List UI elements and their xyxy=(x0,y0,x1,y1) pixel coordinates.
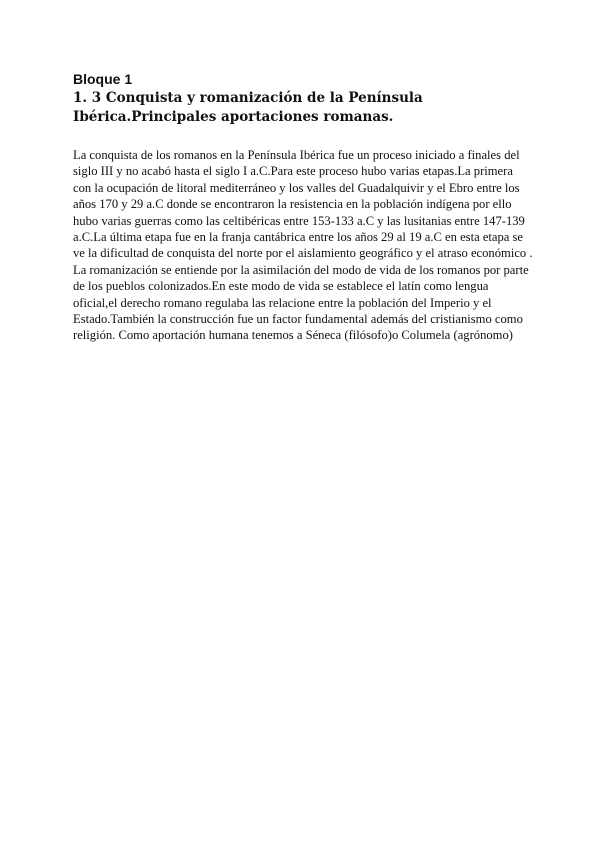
paragraph-romanization: La romanización se entiende por la asimilación del modo de vida de los romanos por parte de los pueblos colonizados.En este modo de vida se establece el latín como lengua oficial,el derecho romano regulaba las relacione entre la población del Imperio y el Estado.También la construcción fue un factor fundamental además del cristianismo como religión. Como aportación humana tenemos a Séneca (filósofo)o Columela (agrónomo) xyxy=(73,262,529,343)
document-content xyxy=(73,71,533,344)
paragraph-conquest: La conquista de los romanos en la Península Ibérica fue un proceso iniciado a finales del siglo III y no acabó hasta el siglo I a.C.Para este proceso hubo varias etapas.La primera con la ocupación de litoral mediterráneo y los valles del Guadalquivir y el Ebro entre los años 170 y 29 a.C donde se encontraron la resistencia en la población indígena por ello hubo varias guerras como las celtibéricas entre 153-133 a.C y las lusitanias entre 147-139 a.C.La última etapa fue en la franja cantábrica entre los años 29 al 19 a.C en esta etapa se ve la dificultad de conquista del norte por el aislamiento geográfico y el atraso económico . xyxy=(73,148,533,261)
section-title: 1. 3 Conquista y romanización de la Península Ibérica.Principales aportaciones romanas. xyxy=(73,90,423,125)
block-label: Bloque 1 xyxy=(73,71,133,87)
